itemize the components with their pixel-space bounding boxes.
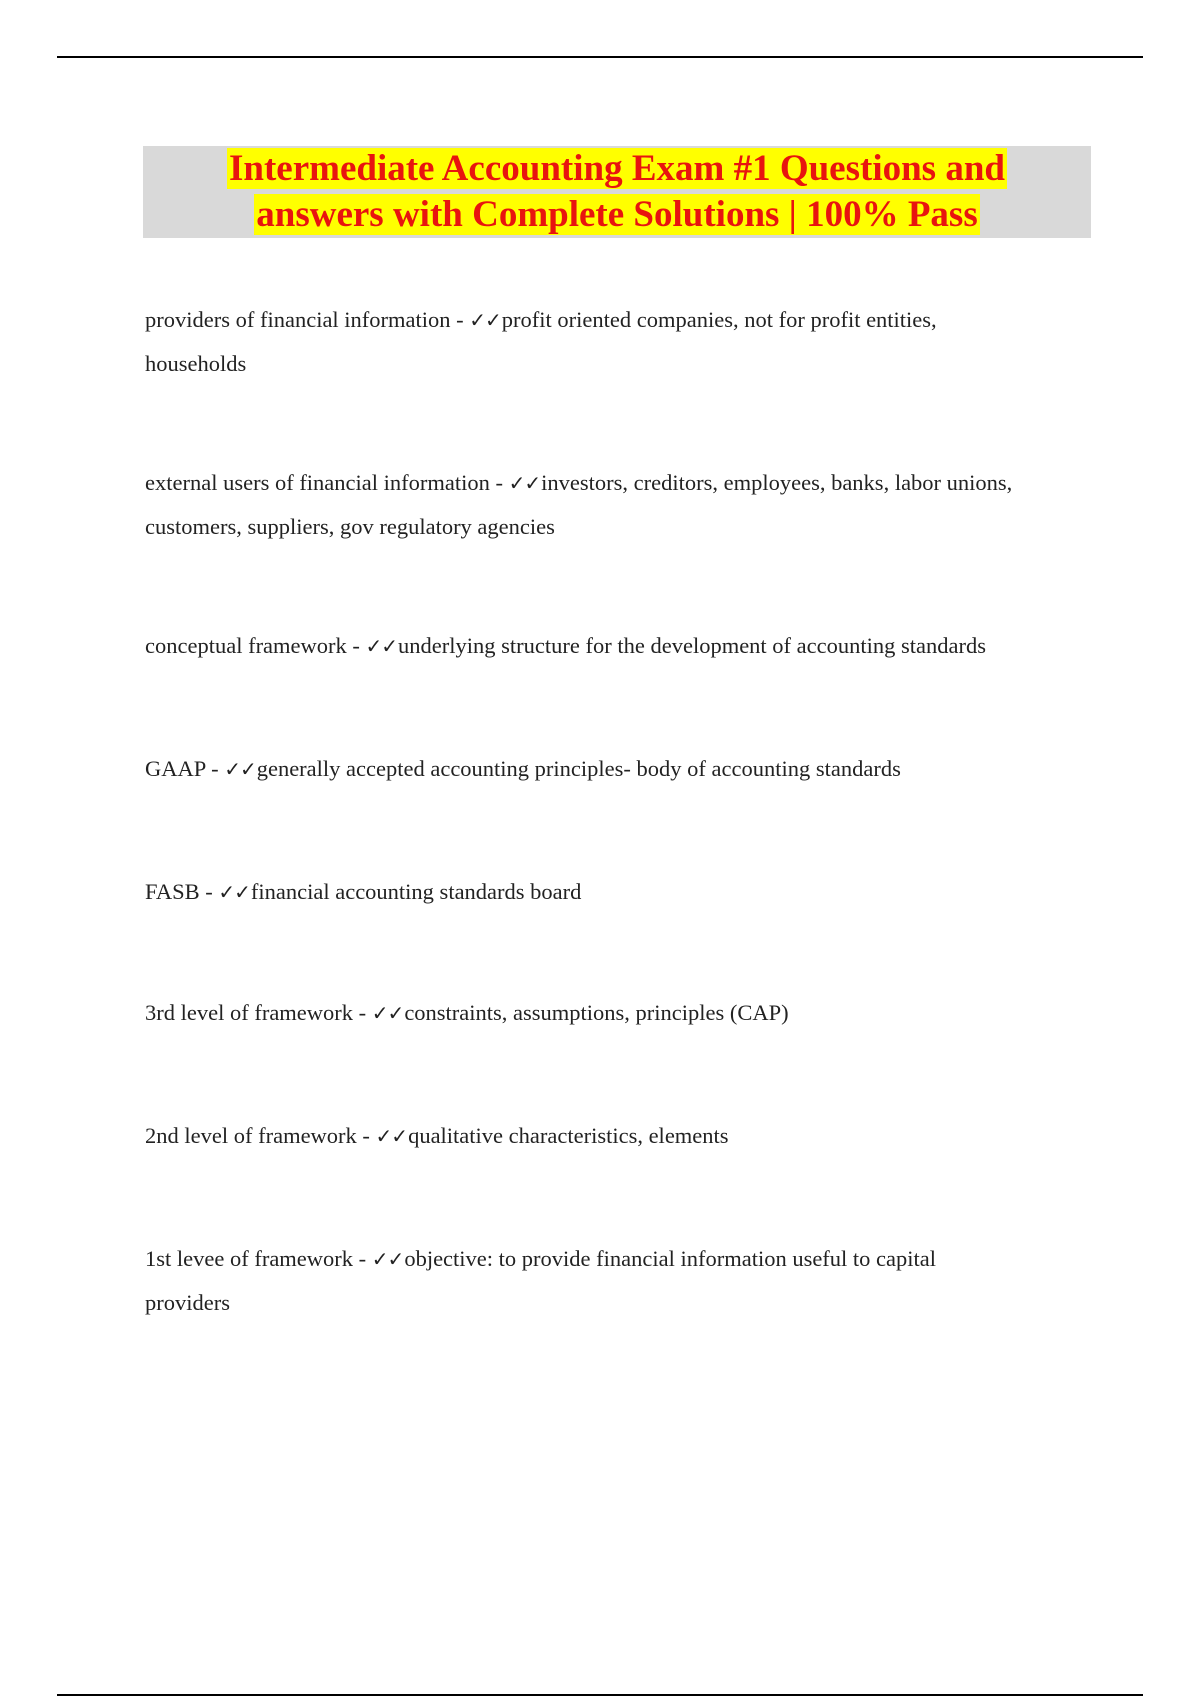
entry-term: 2nd level of framework [145,1123,357,1148]
entry-separator: - [199,879,219,904]
entry-definition: financial accounting standards board [250,879,582,904]
entry-definition-continued: households [145,351,247,376]
double-check-icon: ✓✓ [218,880,250,904]
entry-term: FASB [145,879,200,904]
entry-definition-continued: customers, suppliers, gov regulatory agencies [145,514,555,539]
entry-definition: objective: to provide financial information useful to capital [404,1246,937,1271]
entry-separator: - [205,756,225,781]
flashcard-list [145,298,1095,1325]
flashcard-entry [145,747,1095,791]
entry-term: conceptual framework [145,633,347,658]
double-check-icon: ✓✓ [371,1001,404,1025]
entry-separator: - [346,633,366,658]
flashcard-entry [145,461,1095,549]
page-title [143,146,1091,238]
title-line-2: answers with Complete Solutions | 100% Pass [256,194,978,235]
flashcard-entry [145,624,1095,668]
entry-term: GAAP [145,756,206,781]
entry-term: 3rd level of framework [145,1000,354,1025]
entry-definition: profit oriented companies, not for profit entities, [501,307,937,332]
entry-term: external users of financial information [145,470,490,495]
double-check-icon: ✓✓ [375,1124,408,1148]
flashcard-entry [145,298,1095,386]
header-rule [57,56,1143,58]
entry-separator: - [450,307,470,332]
entry-definition: generally accepted accounting principles- body of accounting standards [256,756,901,781]
entry-separator: - [353,1000,372,1025]
footer-rule [57,1694,1143,1696]
flashcard-entry [145,991,1095,1035]
entry-definition: investors, creditors, employees, banks, labor unions, [541,470,1013,495]
entry-definition: underlying structure for the development of accounting standards [398,633,986,658]
title-line-1: Intermediate Accounting Exam #1 Questions and [228,148,1005,189]
flashcard-entry [145,1237,1095,1325]
entry-term: 1st levee of framework [145,1246,354,1271]
double-check-icon: ✓✓ [508,471,541,495]
double-check-icon: ✓✓ [365,634,398,658]
double-check-icon: ✓✓ [224,757,256,781]
double-check-icon: ✓✓ [469,308,501,332]
entry-definition: qualitative characteristics, elements [408,1123,729,1148]
flashcard-entry [145,1114,1095,1158]
entry-term: providers of financial information [145,307,451,332]
flashcard-entry [145,870,1095,914]
entry-separator: - [353,1246,372,1271]
entry-definition-continued: providers [145,1290,230,1315]
entry-separator: - [489,470,509,495]
title-box [143,146,1091,238]
entry-definition: constraints, assumptions, principles (CAP) [404,1000,789,1025]
entry-separator: - [356,1123,376,1148]
double-check-icon: ✓✓ [371,1247,404,1271]
